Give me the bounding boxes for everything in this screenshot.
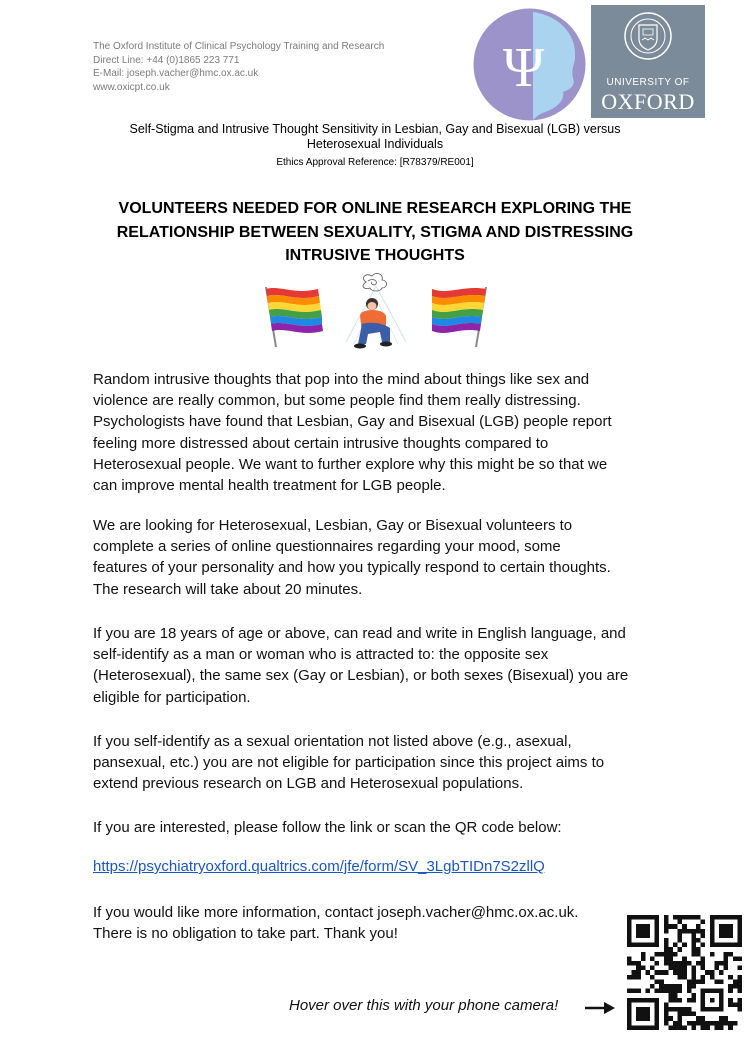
qr-module: [668, 998, 673, 1003]
qr-module: [701, 933, 706, 938]
qr-module: [696, 929, 701, 934]
qr-module: [737, 998, 742, 1003]
qr-module: [696, 952, 701, 957]
qr-module: [678, 984, 683, 989]
qr-module: [719, 1021, 724, 1026]
oxford-crest-icon: [623, 11, 673, 61]
qr-module: [728, 984, 733, 989]
qr-module: [678, 1025, 683, 1030]
qr-module: [737, 984, 742, 989]
qr-module: [728, 952, 733, 957]
qr-module: [724, 956, 729, 961]
qr-module: [691, 943, 696, 948]
qr-module: [710, 1021, 715, 1026]
qr-module: [673, 1025, 678, 1030]
website[interactable]: www.oxicpt.co.uk: [93, 81, 170, 93]
psi-logo: [473, 8, 586, 121]
qr-module: [696, 924, 701, 929]
qr-module: [645, 989, 650, 994]
qr-module: [664, 970, 669, 975]
qr-module: [719, 1025, 724, 1030]
paragraph-exclusion: [93, 731, 673, 795]
qr-module: [655, 952, 660, 957]
paragraph-contact: [93, 902, 673, 944]
qr-module: [701, 929, 706, 934]
qr-module: [668, 966, 673, 971]
qr-module: [682, 970, 687, 975]
qr-module: [673, 924, 678, 929]
arrow-right-icon: [584, 1000, 616, 1016]
qr-module: [636, 970, 641, 975]
study-title-line2: Heterosexual Individuals: [306, 137, 444, 151]
qr-module: [632, 975, 637, 980]
qr-module: [678, 1016, 683, 1021]
qr-module: [678, 915, 683, 920]
qr-module: [687, 961, 692, 966]
qr-module: [701, 1025, 706, 1030]
qr-module: [737, 989, 742, 994]
qr-module: [650, 984, 655, 989]
qr-module: [691, 979, 696, 984]
paragraph-line: Heterosexual people. We want to further explore why this might be so that we: [93, 455, 608, 473]
qr-module: [696, 938, 701, 943]
qr-module: [659, 952, 664, 957]
qr-module: [664, 1012, 669, 1017]
qr-module: [682, 1012, 687, 1017]
qr-module: [687, 1012, 692, 1017]
qr-module: [655, 989, 660, 994]
qr-module: [645, 970, 650, 975]
paragraph-line: self-identify as a man or woman who is attracted to: the opposite sex: [93, 646, 549, 664]
paragraph-line: complete a series of online questionnaires regarding your mood, some: [93, 538, 561, 556]
qr-module: [673, 961, 678, 966]
qr-module: [691, 1021, 696, 1026]
qr-module: [668, 993, 673, 998]
qr-module: [724, 952, 729, 957]
qr-module: [650, 956, 655, 961]
qr-module: [691, 975, 696, 980]
distressed-person-icon: [338, 272, 414, 354]
qr-module: [627, 956, 632, 961]
qr-module: [678, 1012, 683, 1017]
qr-module: [687, 984, 692, 989]
qr-module: [701, 1021, 706, 1026]
qr-module: [636, 961, 641, 966]
institute-name: The Oxford Institute of Clinical Psychology Training and Research: [93, 41, 385, 52]
qr-module: [673, 989, 678, 994]
qr-module: [682, 975, 687, 980]
paragraph-line: can improve mental health treatment for LGB people.: [93, 477, 446, 495]
qr-module: [691, 998, 696, 1003]
qr-module: [664, 924, 669, 929]
qr-module: [687, 1007, 692, 1012]
qr-module: [632, 989, 637, 994]
qr-module: [632, 961, 637, 966]
headline-line1: VOLUNTEERS NEEDED FOR ONLINE RESEARCH EXPLORING THE: [118, 200, 632, 217]
qr-module: [701, 1016, 706, 1021]
qr-module: [696, 1016, 701, 1021]
qr-module: [691, 915, 696, 920]
qr-module: [641, 956, 646, 961]
qr-module: [696, 1021, 701, 1026]
qr-module: [678, 947, 683, 952]
qr-module: [678, 1021, 683, 1026]
qr-module: [664, 929, 669, 934]
qr-module: [636, 924, 650, 938]
qr-module: [641, 966, 646, 971]
qr-module: [701, 975, 706, 980]
qr-module: [714, 979, 719, 984]
qr-module: [719, 979, 724, 984]
paragraph-volunteers: [93, 515, 673, 600]
qr-module: [696, 961, 701, 966]
qr-module: [659, 984, 664, 989]
qr-module: [655, 979, 660, 984]
qr-module: [668, 947, 673, 952]
qr-module: [668, 1016, 673, 1021]
qr-module: [627, 989, 632, 994]
paragraph-line: If you would like more information, contact joseph.vacher@hmc.ox.ac.uk.: [93, 904, 579, 921]
qr-module: [687, 915, 692, 920]
qr-module: [678, 961, 683, 966]
qr-module: [691, 1012, 696, 1017]
qr-module: [668, 956, 673, 961]
oxford-logo: [591, 5, 705, 118]
qr-module: [737, 1002, 742, 1007]
qr-module: [627, 961, 632, 966]
qr-hover-note: Hover over this with your phone camera!: [289, 997, 559, 1014]
qr-module: [678, 966, 683, 971]
qr-module: [714, 1025, 719, 1030]
qr-module: [719, 970, 724, 975]
qr-module: [701, 943, 706, 948]
qr-module: [636, 975, 641, 980]
qr-module: [664, 938, 669, 943]
qr-module: [673, 952, 678, 957]
qr-module: [714, 966, 719, 971]
qr-module: [673, 915, 678, 920]
qr-module: [687, 1021, 692, 1026]
qr-module: [737, 966, 742, 971]
qr-module: [636, 966, 641, 971]
contact-block: [93, 40, 384, 94]
paragraph-line: (Heterosexual), the same sex (Gay or Lesbian), or both sexes (Bisexual) you are: [93, 667, 629, 685]
qr-module: [664, 952, 669, 957]
qr-module: [668, 924, 673, 929]
qr-module: [668, 984, 673, 989]
qr-module: [668, 952, 673, 957]
qr-module: [659, 979, 664, 984]
qr-module: [678, 975, 683, 980]
qr-module: [733, 956, 738, 961]
qr-module: [737, 979, 742, 984]
qr-module: [682, 966, 687, 971]
qr-module: [632, 970, 637, 975]
qr-module: [701, 961, 706, 966]
qr-module: [673, 970, 678, 975]
paragraph-line: eligible for participation.: [93, 688, 251, 706]
qr-module: [728, 1025, 733, 1030]
qr-module: [636, 989, 641, 994]
qr-module: [724, 1021, 729, 1026]
qr-module: [641, 952, 646, 957]
qr-module: [673, 943, 678, 948]
qr-module: [710, 952, 715, 957]
qr-module: [728, 1021, 733, 1026]
qr-module: [682, 943, 687, 948]
qr-module: [710, 970, 715, 975]
qr-module: [650, 975, 655, 980]
qr-module: [737, 1007, 742, 1012]
qr-module: [678, 970, 683, 975]
study-title-line1: Self-Stigma and Intrusive Thought Sensitivity in Lesbian, Gay and Bisexual (LGB) versus: [129, 122, 621, 136]
qr-module: [664, 943, 669, 948]
qr-module: [682, 961, 687, 966]
qr-module: [655, 970, 660, 975]
pride-flag-left-icon: [260, 283, 324, 349]
qr-module: [687, 929, 692, 934]
qr-module: [659, 970, 664, 975]
qr-module: [691, 952, 696, 957]
qr-module: [696, 947, 701, 952]
qr-module: [719, 924, 733, 938]
contact-email: E-Mail: joseph.vacher@hmc.ox.ac.uk: [93, 68, 259, 79]
paragraph-line: extend previous research on LGB and Heterosexual populations.: [93, 775, 524, 793]
qr-module: [728, 989, 733, 994]
qr-module: [682, 929, 687, 934]
oxford-university-of: UNIVERSITY OF: [606, 77, 690, 88]
qr-module: [673, 1007, 678, 1012]
qr-module: [678, 920, 683, 925]
qr-module: [682, 1007, 687, 1012]
survey-link[interactable]: https://psychiatryoxford.qualtrics.com/jfe/form/SV_3LgbTIDn7S2zllQ: [93, 858, 545, 875]
oxford-name: OXFORD: [601, 89, 695, 114]
qr-module: [728, 975, 733, 980]
qr-code-icon[interactable]: [627, 915, 742, 1030]
qr-module: [733, 1021, 738, 1026]
ethics-reference: Ethics Approval Reference: [R78379/RE001]: [276, 157, 474, 168]
paragraph-eligibility: [93, 623, 673, 708]
qr-module: [678, 929, 683, 934]
qr-module: [728, 998, 733, 1003]
qr-module: [701, 920, 706, 925]
qr-module: [664, 915, 669, 920]
qr-module: [691, 984, 696, 989]
paragraph-line: pansexual, etc.) you are not eligible for participation since this project aims to: [93, 754, 605, 772]
qr-module: [627, 975, 632, 980]
qr-module: [636, 1007, 650, 1021]
qr-module: [728, 1002, 733, 1007]
qr-module: [664, 989, 669, 994]
qr-module: [664, 961, 669, 966]
qr-module: [696, 979, 701, 984]
qr-module: [719, 961, 724, 966]
psi-symbol: Ψ: [503, 37, 545, 99]
qr-module: [673, 998, 678, 1003]
paragraph-intro: [93, 369, 673, 496]
qr-module: [691, 966, 696, 971]
qr-module: [733, 979, 738, 984]
qr-module: [710, 975, 715, 980]
qr-module: [673, 966, 678, 971]
paragraph-line: The research will take about 20 minutes.: [93, 580, 363, 598]
paragraph-line: There is no obligation to take part. Thank you!: [93, 925, 398, 943]
headline-line2: RELATIONSHIP BETWEEN SEXUALITY, STIGMA AND DISTRESSING: [116, 223, 634, 241]
qr-module: [705, 970, 710, 975]
qr-module: [714, 961, 719, 966]
qr-module: [691, 1025, 696, 1030]
qr-module: [691, 938, 696, 943]
qr-module: [664, 947, 669, 952]
qr-module: [668, 961, 673, 966]
paragraph-line: violence are really common, but some people find them really distressing.: [93, 392, 581, 410]
qr-module: [682, 924, 687, 929]
qr-module: [682, 1025, 687, 1030]
headline-line3: INTRUSIVE THOUGHTS: [285, 247, 465, 264]
qr-module: [659, 989, 664, 994]
paragraph-line: If you are 18 years of age or above, can read and write in English language, and: [93, 625, 626, 642]
paragraph-line: feeling more distressed about certain intrusive thoughts compared to: [93, 434, 549, 452]
paragraph-line: Psychologists have found that Lesbian, Gay and Bisexual (LGB) people report: [93, 413, 612, 431]
paragraph-line: features of your personality and how you typically respond to certain thoughts.: [93, 559, 611, 577]
qr-module: [678, 933, 683, 938]
qr-module: [724, 966, 729, 971]
qr-module: [650, 966, 655, 971]
qr-module: [691, 929, 696, 934]
qr-module: [737, 975, 742, 980]
paragraph-line: If you self-identify as a sexual orientation not listed above (e.g., asexual,: [93, 733, 572, 750]
qr-module: [691, 993, 696, 998]
qr-module: [687, 989, 692, 994]
qr-module: [687, 979, 692, 984]
direct-line: Direct Line: +44 (0)1865 223 771: [93, 54, 240, 66]
qr-module: [701, 956, 706, 961]
qr-module: [678, 989, 683, 994]
qr-module: [655, 961, 660, 966]
study-title: [60, 122, 690, 152]
qr-module: [705, 1025, 710, 1030]
paragraph-line: Random intrusive thoughts that pop into the mind about things like sex and: [93, 371, 590, 388]
qr-module: [701, 979, 706, 984]
qr-module: [673, 1021, 678, 1026]
qr-module: [682, 915, 687, 920]
qr-module: [687, 998, 692, 1003]
qr-module: [664, 1002, 669, 1007]
qr-module: [691, 970, 696, 975]
qr-module: [668, 989, 673, 994]
qr-module: [668, 1007, 673, 1012]
qr-module: [673, 993, 678, 998]
qr-module: [664, 1007, 669, 1012]
qr-module: [705, 1021, 710, 1026]
qr-module: [691, 947, 696, 952]
qr-module: [701, 966, 706, 971]
qr-module: [724, 961, 729, 966]
qr-module: [710, 998, 715, 1003]
qr-module: [737, 956, 742, 961]
paragraph-interest: If you are interested, please follow the link or scan the QR code below:: [93, 819, 562, 836]
qr-module: [691, 933, 696, 938]
paragraph-line: We are looking for Heterosexual, Lesbian, Gay or Bisexual volunteers to: [93, 517, 573, 534]
qr-module: [673, 984, 678, 989]
qr-module: [678, 1007, 683, 1012]
qr-module: [682, 956, 687, 961]
qr-module: [664, 984, 669, 989]
qr-module: [714, 1021, 719, 1026]
qr-module: [664, 956, 669, 961]
qr-module: [719, 1016, 724, 1021]
qr-module: [724, 1016, 729, 1021]
qr-module: [664, 1021, 669, 1026]
pride-flag-right-icon: [428, 283, 492, 349]
qr-module: [733, 1002, 738, 1007]
qr-module: [664, 1016, 669, 1021]
qr-module: [678, 998, 683, 1003]
qr-module: [696, 915, 701, 920]
headline: [60, 197, 690, 268]
qr-module: [733, 984, 738, 989]
qr-module: [664, 920, 669, 925]
qr-module: [678, 938, 683, 943]
qr-module: [668, 1025, 673, 1030]
